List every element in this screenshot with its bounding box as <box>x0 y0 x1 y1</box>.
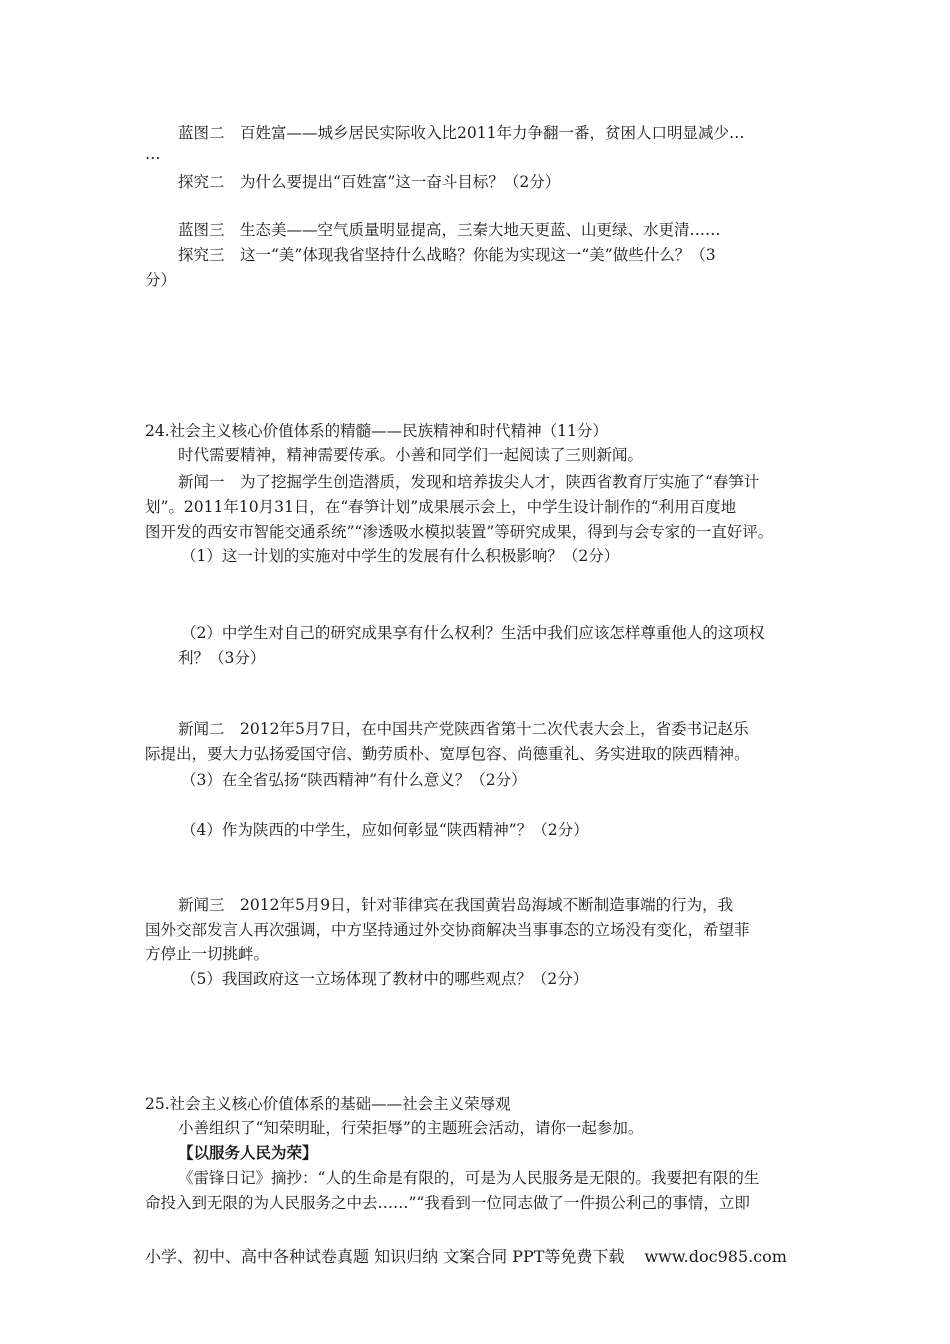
news1-line2: 划”。2011年10月31日，在“春笋计划”成果展示会上，中学生设计制作的“利用百度地 <box>145 498 737 516</box>
q24-title: 24.社会主义核心价值体系的精髓——民族精神和时代精神（11分） <box>145 422 608 440</box>
sub-question-1: （1）这一计划的实施对中学生的发展有什么积极影响？（2分） <box>181 547 620 565</box>
blueprint3: 蓝图三 生态美——空气质量明显提高，三秦大地天更蓝、山更绿、水更清…… <box>178 221 721 239</box>
sub-question-2-line2: 利？（3分） <box>178 649 266 667</box>
sub-question-4: （4）作为陕西的中学生，应如何彰显“陕西精神”？（2分） <box>181 821 589 839</box>
q25-section-heading: 【以服务人民为荣】 <box>178 1143 318 1162</box>
blueprint2-line2: … <box>145 145 161 163</box>
q25-intro: 小善组织了“知荣明耻，行荣拒辱”的主题班会活动，请你一起参加。 <box>178 1119 644 1137</box>
news2-line2: 际提出，要大力弘扬爱国守信、勤劳质朴、宽厚包容、尚德重礼、务实进取的陕西精神。 <box>145 745 750 763</box>
sub-question-2-line1: （2）中学生对自己的研究成果享有什么权利？生活中我们应该怎样尊重他人的这项权 <box>181 624 765 642</box>
footer-text: 小学、初中、高中各种试卷真题 知识归纳 文案合同 PPT等免费下载 <box>145 1247 625 1266</box>
q25-title: 25.社会主义核心价值体系的基础——社会主义荣辱观 <box>145 1095 511 1113</box>
footer-url[interactable]: www.doc985.com <box>644 1247 787 1266</box>
explore3-line1: 探究三 这一“美”体现我省坚持什么战略？你能为实现这一“美”做些什么？（3 <box>178 246 716 264</box>
news3-line3: 方停止一切挑衅。 <box>145 945 270 963</box>
news3-line1: 新闻三 2012年5月9日，针对菲律宾在我国黄岩岛海域不断制造事端的行为，我 <box>178 896 734 914</box>
news2-line1: 新闻二 2012年5月7日，在中国共产党陕西省第十二次代表大会上，省委书记赵乐 <box>178 720 749 738</box>
sub-question-3: （3）在全省弘扬“陕西精神”有什么意义？（2分） <box>181 771 527 789</box>
q25-para-line1: 《雷锋日记》摘抄：“人的生命是有限的，可是为人民服务是无限的。我要把有限的生 <box>178 1169 760 1187</box>
explore2: 探究二 为什么要提出“百姓富”这一奋斗目标？（2分） <box>178 173 561 191</box>
sub-question-5: （5）我国政府这一立场体现了教材中的哪些观点？（2分） <box>181 970 589 988</box>
explore3-line2: 分） <box>145 271 177 289</box>
news1-line3: 图开发的西安市智能交通系统”“渗透吸水模拟装置”等研究成果，得到与会专家的一直好评。 <box>145 523 774 541</box>
q24-intro: 时代需要精神，精神需要传承。小善和同学们一起阅读了三则新闻。 <box>178 446 644 464</box>
page-footer <box>145 1244 787 1267</box>
q25-para-line2: 命投入到无限的为人民服务之中去……”“我看到一位同志做了一件损公利己的事情，立即 <box>145 1194 750 1212</box>
news3-line2: 国外交部发言人再次强调，中方坚持通过外交协商解决当事事态的立场没有变化，希望菲 <box>145 921 750 939</box>
blueprint2-line1: 蓝图二 百姓富——城乡居民实际收入比2011年力争翻一番，贫困人口明显减少… <box>178 124 745 142</box>
news1-line1: 新闻一 为了挖掘学生创造潜质，发现和培养拔尖人才，陕西省教育厅实施了“春笋计 <box>178 473 760 491</box>
